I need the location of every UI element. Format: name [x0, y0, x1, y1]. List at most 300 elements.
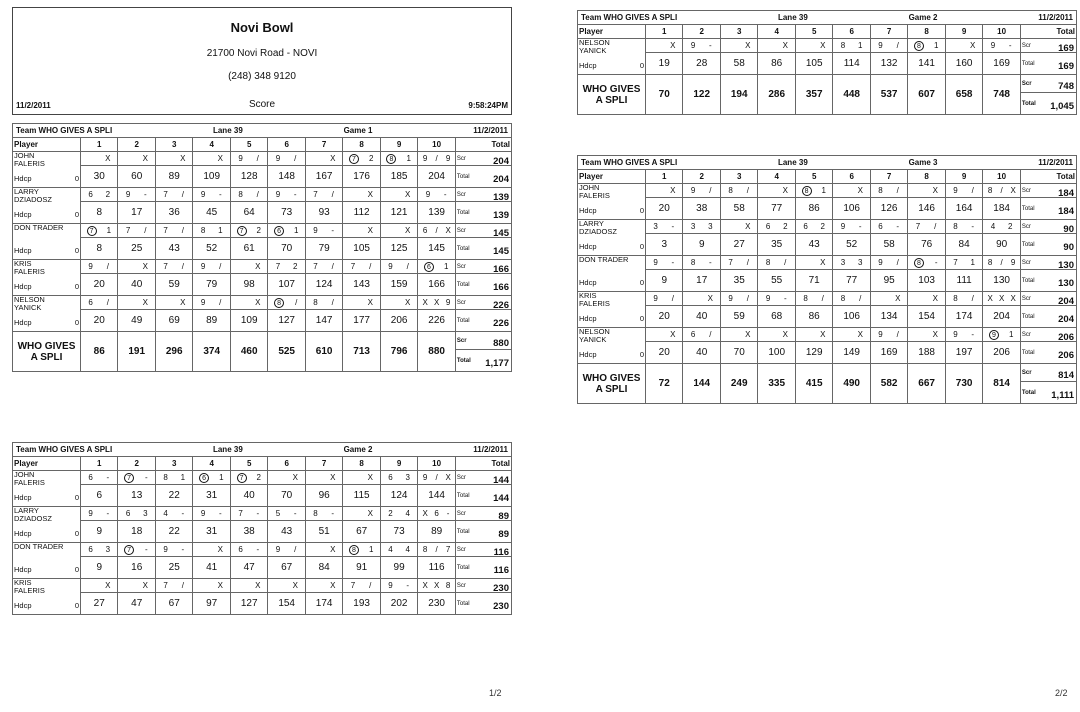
team-cumulative: 460: [230, 332, 267, 372]
frame-balls: [795, 292, 832, 306]
scratch-score: 226: [493, 299, 509, 310]
team-cumulative: 249: [720, 364, 757, 404]
ball-mark: /: [181, 226, 184, 235]
ball-mark: X: [745, 41, 751, 50]
player-frames-row: [13, 260, 512, 274]
ball-mark: 9: [653, 258, 658, 267]
frame-balls: [268, 152, 305, 166]
ball-mark: 6: [878, 222, 883, 231]
frame-balls: [268, 579, 305, 593]
team-totals-row: [578, 364, 1077, 382]
cumulative-score: 9: [81, 557, 118, 579]
player-name: NELSON YANICK: [579, 327, 610, 344]
ball-mark: 9: [238, 154, 243, 163]
cumulative-score: 77: [833, 270, 870, 292]
scratch-score: 204: [493, 155, 509, 166]
cumulative-score: 59: [155, 274, 192, 296]
team-label: Team WHO GIVES A SPLI: [16, 126, 113, 135]
frame-balls: [870, 328, 907, 342]
team-cumulative: 880: [418, 332, 456, 372]
cumulative-score: 139: [418, 202, 456, 224]
frame-number: 9: [380, 138, 417, 152]
scratch-score: 89: [498, 510, 509, 521]
cumulative-score: 121: [380, 202, 417, 224]
frame-balls: [305, 296, 342, 310]
split-mark: 6: [424, 262, 434, 272]
frame-number: 3: [720, 170, 757, 184]
cumulative-score: 68: [758, 306, 795, 328]
cumulative-score: 35: [720, 270, 757, 292]
ball-mark: -: [406, 581, 410, 590]
hdcp-value: 0: [639, 278, 644, 287]
total-cell: Total 116: [455, 557, 511, 579]
ball-mark: X: [255, 298, 261, 307]
frame-balls: [230, 579, 267, 593]
cumulative-score: 202: [380, 593, 417, 615]
ball-mark: /: [406, 262, 409, 271]
frame-balls: [193, 507, 230, 521]
ball-mark: 1: [970, 258, 975, 267]
ball-mark: /: [219, 298, 222, 307]
ball-mark: X: [367, 298, 373, 307]
ball-mark: 8: [953, 294, 958, 303]
cumulative-score: 13: [118, 485, 155, 507]
scratch-cell: Scr 166: [455, 260, 511, 274]
cumulative-score: 3: [646, 234, 683, 256]
frame-number: 7: [870, 25, 907, 39]
player-frames-row: [13, 507, 512, 521]
frame-balls: [945, 220, 982, 234]
ball-mark: 6: [434, 509, 439, 518]
cumulative-score: 20: [81, 274, 118, 296]
ball-mark: X: [367, 473, 373, 482]
frame-balls: [908, 220, 945, 234]
ball-mark: 2: [256, 473, 261, 482]
ball-mark: 9: [275, 190, 281, 199]
total-score: 144: [493, 492, 509, 504]
split-mark: 7: [124, 473, 134, 483]
card-date: 11/2/2011: [473, 126, 508, 135]
frame-balls: [646, 39, 683, 53]
ball-mark: 7: [163, 581, 168, 590]
ball-mark: 3: [105, 545, 111, 554]
ball-mark: X: [820, 258, 826, 267]
cumulative-score: 20: [646, 306, 683, 328]
frame-number: 5: [230, 138, 267, 152]
hdcp-label: Hdcp: [579, 242, 597, 251]
player-name: NELSON YANICK: [14, 295, 45, 312]
total-score: 204: [493, 173, 509, 185]
frame-number: 10: [418, 457, 456, 471]
ball-mark: -: [144, 545, 148, 554]
total-cell: Total 166: [455, 274, 511, 296]
ball-mark: /: [709, 330, 712, 339]
ball-mark: 6: [88, 190, 93, 199]
cumulative-score: 70: [268, 238, 305, 260]
ball-mark: /: [331, 298, 334, 307]
frame-balls: [155, 296, 192, 310]
scratch-cell: Scr 90: [1020, 220, 1076, 234]
cumulative-score: 86: [795, 306, 832, 328]
frame-balls: [230, 507, 267, 521]
ball-mark: 4: [405, 509, 410, 518]
ball-mark: 9: [728, 294, 733, 303]
frame-balls: [343, 507, 380, 521]
ball-mark: X: [433, 581, 440, 590]
ball-mark: X: [330, 581, 336, 590]
ball-mark: X: [142, 581, 148, 590]
frame-balls: [230, 188, 267, 202]
scratch-cell: Scr 89: [455, 507, 511, 521]
cumulative-score: 25: [155, 557, 192, 579]
cumulative-score: 132: [870, 53, 907, 75]
team-cumulative: 415: [795, 364, 832, 404]
frame-balls: [155, 507, 192, 521]
total-cell: Total 206: [1020, 342, 1076, 364]
cumulative-score: 126: [870, 198, 907, 220]
frame-balls: [268, 471, 305, 485]
hdcp-value: 0: [74, 246, 79, 255]
frame-balls: [230, 152, 267, 166]
frame-balls: [833, 328, 870, 342]
cumulative-score: 206: [380, 310, 417, 332]
cumulative-score: 79: [193, 274, 230, 296]
ball-mark: 1: [106, 226, 112, 235]
cumulative-score: 19: [646, 53, 683, 75]
frame-number: 5: [795, 170, 832, 184]
cumulative-score: 76: [908, 234, 945, 256]
frame-number: 4: [193, 138, 230, 152]
team-cumulative: 86: [81, 332, 118, 372]
frame-number: 7: [305, 457, 342, 471]
ball-mark: /: [106, 262, 109, 271]
frame-balls: [983, 328, 1021, 342]
ball-mark: X: [255, 581, 261, 590]
frame-balls: [720, 184, 757, 198]
hdcp-value: 0: [74, 493, 79, 502]
ball-mark: -: [971, 330, 975, 339]
total-score: 226: [493, 317, 509, 329]
frame-number: 10: [983, 25, 1021, 39]
split-mark: 9: [989, 330, 999, 340]
team-cumulative: 537: [870, 75, 907, 115]
cumulative-score: 112: [343, 202, 380, 224]
total-score: 204: [1058, 313, 1074, 325]
player-name: DON TRADER: [14, 223, 64, 232]
ball-mark: X: [142, 154, 148, 163]
frame-balls: [380, 296, 417, 310]
cumulative-score: 146: [908, 198, 945, 220]
hdcp-label: Hdcp: [14, 210, 32, 219]
ball-mark: /: [896, 186, 899, 195]
frame-balls: [683, 39, 720, 53]
cumulative-score: 9: [646, 270, 683, 292]
frame-balls: [268, 507, 305, 521]
frame-number: 4: [758, 170, 795, 184]
ball-mark: 9: [878, 41, 883, 50]
ball-mark: 4: [405, 545, 410, 554]
frame-balls: [720, 328, 757, 342]
ball-mark: /: [971, 186, 974, 195]
frame-balls: [81, 188, 118, 202]
team-name: WHO GIVES A SPLI: [578, 75, 646, 115]
team-cumulative: 525: [268, 332, 305, 372]
player-name: JOHN FALERIS: [14, 470, 45, 487]
player-frames-row: [578, 184, 1077, 198]
frame-balls: [418, 152, 456, 166]
team-label: Team WHO GIVES A SPLI: [16, 445, 113, 454]
cumulative-score: 6: [81, 485, 118, 507]
frame-balls: [268, 224, 305, 238]
frame-number: 3: [155, 138, 192, 152]
total-score: 184: [1058, 205, 1074, 217]
ball-mark: -: [256, 509, 260, 518]
ball-mark: X: [707, 294, 713, 303]
ball-mark: X: [422, 581, 428, 590]
ball-mark: 1: [180, 473, 186, 482]
frame-balls: [118, 152, 155, 166]
hdcp-label: Hdcp: [14, 282, 32, 291]
ball-mark: -: [181, 545, 185, 554]
ball-mark: 1: [821, 186, 826, 195]
total-score: 230: [493, 600, 509, 612]
split-mark: 8: [274, 298, 284, 308]
ball-mark: X: [932, 294, 938, 303]
player-name: NELSON YANICK: [579, 38, 610, 55]
ball-mark: -: [934, 258, 938, 267]
frame-balls: [305, 188, 342, 202]
ball-mark: 9: [840, 222, 846, 231]
cumulative-score: 20: [646, 198, 683, 220]
frame-number: 2: [118, 138, 155, 152]
frame-balls: [343, 188, 380, 202]
frame-balls: [343, 543, 380, 557]
ball-mark: /: [746, 294, 749, 303]
cumulative-score: 169: [983, 53, 1021, 75]
frame-balls: [380, 152, 417, 166]
scratch-cell: Scr 184: [1020, 184, 1076, 198]
ball-mark: X: [820, 330, 826, 339]
ball-mark: 3: [690, 222, 696, 231]
scratch-score: 139: [493, 191, 509, 202]
frame-balls: [833, 256, 870, 270]
cumulative-score: 70: [720, 342, 757, 364]
ball-mark: 8: [987, 186, 993, 195]
frame-number: 5: [795, 25, 832, 39]
frame-balls: [268, 260, 305, 274]
frame-number: 7: [305, 138, 342, 152]
ball-mark: /: [219, 262, 222, 271]
ball-mark: 6: [125, 509, 131, 518]
cumulative-score: 106: [833, 306, 870, 328]
frame-balls: [230, 471, 267, 485]
player-name: LARRY DZIADOSZ: [14, 506, 52, 523]
ball-mark: 4: [163, 509, 168, 518]
team-cumulative: 814: [983, 364, 1021, 404]
scratch-score: 130: [1058, 259, 1074, 270]
scratch-cell: Scr 116: [455, 543, 511, 557]
frame-number: 9: [380, 457, 417, 471]
player-name: JOHN FALERIS: [14, 151, 45, 168]
team-cumulative: 335: [758, 364, 795, 404]
cumulative-score: 79: [305, 238, 342, 260]
ball-mark: 9: [878, 330, 883, 339]
ball-mark: X: [217, 581, 223, 590]
cumulative-score: 40: [118, 274, 155, 296]
frame-balls: [720, 256, 757, 270]
frame-balls: [268, 188, 305, 202]
ball-mark: 9: [425, 190, 431, 199]
cumulative-score: 115: [343, 485, 380, 507]
ball-mark: 7: [275, 262, 281, 271]
frame-balls: [343, 152, 380, 166]
frame-balls: [193, 224, 230, 238]
frame-number: 4: [758, 25, 795, 39]
frame-balls: [908, 328, 945, 342]
ball-mark: 4: [388, 545, 393, 554]
report-label: Score: [248, 99, 276, 110]
ball-mark: 1: [934, 41, 939, 50]
ball-mark: X: [987, 294, 993, 303]
hdcp-value: 0: [639, 206, 644, 215]
ball-mark: 9: [690, 41, 696, 50]
ball-mark: 9: [953, 186, 958, 195]
team-cumulative: 286: [758, 75, 795, 115]
player-name: DON TRADER: [14, 542, 64, 551]
ball-mark: 7: [728, 258, 733, 267]
hdcp-value: 0: [74, 210, 79, 219]
cumulative-score: 16: [118, 557, 155, 579]
frame-balls: [418, 188, 456, 202]
ball-mark: X: [330, 154, 336, 163]
hdcp-value: 0: [639, 61, 644, 70]
lane-label: Lane 39: [212, 126, 243, 135]
hdcp-label: Hdcp: [14, 246, 32, 255]
frame-balls: [870, 184, 907, 198]
ball-mark: -: [218, 190, 222, 199]
ball-mark: X: [782, 186, 788, 195]
total-cell: Total 230: [455, 593, 511, 615]
ball-mark: X: [292, 473, 298, 482]
ball-mark: 9: [445, 154, 451, 163]
team-name: WHO GIVES A SPLI: [13, 332, 81, 372]
frame-balls: [758, 184, 795, 198]
hdcp-label: Hdcp: [579, 314, 597, 323]
cumulative-score: 31: [193, 485, 230, 507]
team-scratch: 748: [1058, 80, 1074, 92]
hdcp-label: Hdcp: [14, 493, 32, 502]
cumulative-score: 145: [418, 238, 456, 260]
ball-mark: 9: [125, 190, 131, 199]
hdcp-label: Hdcp: [579, 206, 597, 215]
ball-mark: 2: [388, 509, 393, 518]
ball-mark: 3: [143, 509, 148, 518]
frame-balls: [81, 507, 118, 521]
ball-mark: 3: [858, 258, 863, 267]
scratch-cell: Scr 169: [1020, 39, 1076, 53]
cumulative-score: 58: [870, 234, 907, 256]
cumulative-score: 69: [155, 310, 192, 332]
ball-mark: 1: [858, 41, 863, 50]
total-score: 166: [493, 281, 509, 293]
frame-balls: [908, 256, 945, 270]
cumulative-score: 51: [305, 521, 342, 543]
ball-mark: 6: [238, 545, 243, 554]
ball-mark: -: [144, 473, 148, 482]
frame-balls: [908, 292, 945, 306]
hdcp-value: 0: [74, 174, 79, 183]
cumulative-score: 40: [683, 306, 720, 328]
player-cumulative-row: [13, 202, 512, 224]
game-label: Game 2: [343, 445, 373, 454]
ball-mark: X: [217, 545, 223, 554]
ball-mark: X: [367, 226, 373, 235]
frame-balls: [380, 188, 417, 202]
ball-mark: 1: [218, 226, 223, 235]
cumulative-score: 95: [870, 270, 907, 292]
ball-mark: 9: [422, 473, 428, 482]
cumulative-score: 31: [193, 521, 230, 543]
hdcp-value: 0: [74, 601, 79, 610]
team-label: Team WHO GIVES A SPLI: [581, 13, 678, 22]
card-date: 11/2/2011: [473, 445, 508, 454]
cumulative-score: 67: [343, 521, 380, 543]
cumulative-score: 193: [343, 593, 380, 615]
team-total: 1,177: [485, 357, 509, 369]
ball-mark: X: [857, 186, 863, 195]
ball-mark: 8: [313, 298, 318, 307]
player-name: LARRY DZIADOSZ: [14, 187, 52, 204]
frame-balls: [418, 543, 456, 557]
ball-mark: 2: [1008, 222, 1013, 231]
ball-mark: 7: [953, 258, 958, 267]
scratch-score: 144: [493, 474, 509, 485]
frame-balls: [81, 543, 118, 557]
ball-mark: X: [255, 262, 261, 271]
team-totals-row: [578, 75, 1077, 93]
cumulative-score: 27: [720, 234, 757, 256]
hdcp-label: Hdcp: [14, 565, 32, 574]
ball-mark: X: [670, 186, 676, 195]
ball-mark: -: [181, 509, 185, 518]
frame-number: 1: [646, 25, 683, 39]
ball-mark: 7: [445, 545, 451, 554]
ball-mark: 9: [690, 186, 696, 195]
ball-mark: 9: [163, 545, 168, 554]
ball-mark: 8: [422, 545, 428, 554]
split-mark: 8: [914, 258, 924, 268]
game-scorecard: [12, 123, 512, 372]
cumulative-score: 197: [945, 342, 982, 364]
ball-mark: 8: [765, 258, 771, 267]
player-col-header: Player: [578, 170, 646, 184]
ball-mark: X: [217, 154, 223, 163]
frame-balls: [193, 296, 230, 310]
cumulative-score: 105: [343, 238, 380, 260]
hdcp-label: Hdcp: [579, 350, 597, 359]
total-cell: Total 89: [455, 521, 511, 543]
ball-mark: 2: [256, 226, 261, 235]
ball-mark: 6: [803, 222, 808, 231]
ball-mark: 1: [369, 545, 374, 554]
ball-mark: /: [331, 190, 334, 199]
cumulative-score: 41: [193, 557, 230, 579]
team-cumulative: 191: [118, 332, 155, 372]
frame-number: 4: [193, 457, 230, 471]
frame-balls: [795, 220, 832, 234]
ball-mark: /: [256, 154, 259, 163]
cumulative-score: 124: [380, 485, 417, 507]
